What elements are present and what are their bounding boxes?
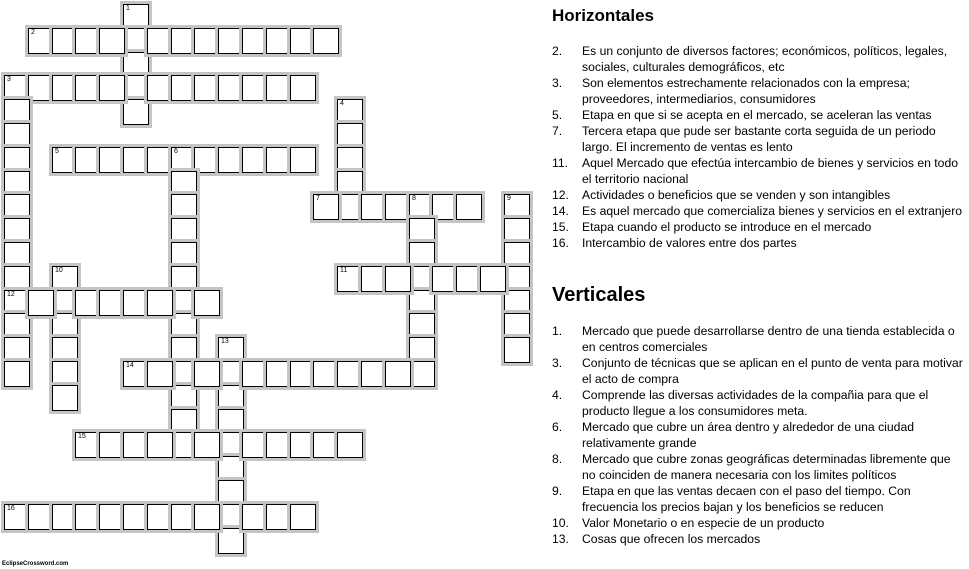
crossword-cell[interactable] bbox=[4, 75, 30, 101]
crossword-cell[interactable] bbox=[99, 504, 125, 530]
crossword-cell[interactable] bbox=[385, 266, 411, 292]
crossword-cell[interactable] bbox=[123, 99, 149, 125]
crossword-cell[interactable] bbox=[313, 28, 339, 54]
clue-number: 1. bbox=[552, 324, 563, 338]
crossword-cell[interactable] bbox=[266, 28, 292, 54]
crossword-cell[interactable] bbox=[171, 385, 197, 411]
clue-number: 12 bbox=[7, 291, 15, 298]
clue-number: 15. bbox=[552, 220, 569, 234]
crossword-cell[interactable] bbox=[123, 147, 149, 173]
crossword-cell[interactable] bbox=[361, 361, 387, 387]
clue-number: 14. bbox=[552, 204, 569, 218]
crossword-cell[interactable] bbox=[4, 361, 30, 387]
crossword-cell[interactable] bbox=[147, 361, 173, 387]
crossword-cell[interactable] bbox=[337, 194, 363, 220]
crossword-cell[interactable] bbox=[313, 432, 339, 458]
crossword-cell[interactable] bbox=[171, 313, 197, 339]
crossword-cell[interactable] bbox=[218, 480, 244, 506]
crossword-cell[interactable] bbox=[28, 290, 54, 316]
crossword-cell[interactable] bbox=[52, 313, 78, 339]
clue-number: 2. bbox=[552, 44, 563, 58]
crossword-cell[interactable] bbox=[28, 504, 54, 530]
down-title: Verticales bbox=[552, 284, 646, 306]
crossword-cell[interactable] bbox=[171, 194, 197, 220]
crossword-cell[interactable] bbox=[4, 242, 30, 268]
crossword-cell[interactable] bbox=[266, 504, 292, 530]
across-clue bbox=[550, 235, 969, 251]
clue-number: 13. bbox=[552, 532, 569, 546]
crossword-cell[interactable] bbox=[504, 313, 530, 339]
clue-number: 8. bbox=[552, 452, 563, 466]
crossword-cell[interactable] bbox=[75, 75, 101, 101]
clue-number: 4 bbox=[340, 100, 344, 107]
across-clue bbox=[550, 219, 969, 235]
crossword-cell[interactable] bbox=[242, 432, 268, 458]
footer-credit: EclipseCrossword.com bbox=[2, 561, 69, 567]
clue-number: 6 bbox=[174, 148, 178, 155]
crossword-cell[interactable] bbox=[194, 504, 220, 530]
crossword-cell[interactable] bbox=[147, 147, 173, 173]
clue-number: 11 bbox=[340, 267, 348, 274]
crossword-cell[interactable] bbox=[266, 361, 292, 387]
crossword-cell[interactable] bbox=[99, 147, 125, 173]
crossword-cell[interactable] bbox=[52, 385, 78, 411]
clue-number: 3. bbox=[552, 356, 563, 370]
clue-text: Conjunto de técnicas que se aplican en el punto de venta para motivar el acto de compra bbox=[582, 356, 963, 386]
crossword-cell[interactable] bbox=[218, 528, 244, 554]
crossword-cell[interactable] bbox=[266, 432, 292, 458]
crossword-cell[interactable] bbox=[4, 313, 30, 339]
crossword-cell[interactable] bbox=[242, 28, 268, 54]
across-clue bbox=[550, 187, 969, 203]
crossword-cell[interactable] bbox=[361, 194, 387, 220]
clue-number: 10 bbox=[55, 267, 63, 274]
down-clue bbox=[550, 323, 969, 355]
down-clue bbox=[550, 531, 969, 547]
crossword-cell[interactable] bbox=[290, 504, 316, 530]
clue-text: Etapa en que las ventas decaen con el paso del tiempo. Con frecuencia los precios bajan y los beneficios se reducen bbox=[582, 484, 911, 514]
crossword-cell[interactable] bbox=[385, 361, 411, 387]
clue-text: Aquel Mercado que efectúa intercambio de bienes y servicios en todo el territorio nacional bbox=[582, 156, 959, 186]
clue-number: 8 bbox=[412, 195, 416, 202]
crossword-cell[interactable] bbox=[123, 504, 149, 530]
crossword-cell[interactable] bbox=[218, 361, 244, 387]
crossword-cell[interactable] bbox=[409, 218, 435, 244]
clue-number: 3 bbox=[7, 76, 11, 83]
crossword-cell[interactable] bbox=[147, 290, 173, 316]
crossword-cell[interactable] bbox=[290, 147, 316, 173]
clue-number: 9 bbox=[507, 195, 511, 202]
crossword-cell[interactable] bbox=[28, 75, 54, 101]
down-clue-list bbox=[550, 323, 969, 547]
crossword-cell[interactable] bbox=[242, 75, 268, 101]
crossword-cell[interactable] bbox=[218, 432, 244, 458]
crossword-cell[interactable] bbox=[4, 218, 30, 244]
crossword-cell[interactable] bbox=[242, 147, 268, 173]
crossword-cell[interactable] bbox=[409, 337, 435, 363]
crossword-cell[interactable] bbox=[123, 28, 149, 54]
down-clue bbox=[550, 451, 969, 483]
clue-number: 12. bbox=[552, 188, 569, 202]
crossword-cell[interactable] bbox=[28, 28, 54, 54]
crossword-cell[interactable] bbox=[409, 242, 435, 268]
clue-number: 3. bbox=[552, 76, 563, 90]
crossword-cell[interactable] bbox=[218, 504, 244, 530]
crossword-cell[interactable] bbox=[171, 266, 197, 292]
crossword-cell[interactable] bbox=[456, 194, 482, 220]
clue-text: Es un conjunto de diversos factores; económicos, políticos, legales, sociales, culturales demográficos, etc bbox=[582, 44, 948, 74]
crossword-cell[interactable] bbox=[337, 432, 363, 458]
crossword-cell[interactable] bbox=[194, 147, 220, 173]
crossword-cell[interactable] bbox=[194, 28, 220, 54]
crossword-cell[interactable] bbox=[4, 504, 30, 530]
crossword-cell[interactable] bbox=[123, 432, 149, 458]
down-clue bbox=[550, 355, 969, 387]
crossword-cell[interactable] bbox=[242, 361, 268, 387]
across-clue bbox=[550, 43, 969, 75]
crossword-cell[interactable] bbox=[75, 28, 101, 54]
clue-text: Son elementos estrechamente relacionados con la empresa; proveedores, intermediarios, consumidores bbox=[582, 76, 910, 106]
crossword-cell[interactable] bbox=[194, 432, 220, 458]
across-clue-list bbox=[550, 43, 969, 251]
clue-text: Intercambio de valores entre dos partes bbox=[582, 236, 797, 250]
clue-number: 10. bbox=[552, 516, 569, 530]
down-clue bbox=[550, 515, 969, 531]
clue-number: 16 bbox=[7, 505, 15, 512]
crossword-cell[interactable] bbox=[99, 75, 125, 101]
clue-number: 7. bbox=[552, 124, 563, 138]
clue-text: Comprende las diversas actividades de la compañia para que el producto llegue a los consumidores meta. bbox=[582, 388, 929, 418]
clue-number: 5. bbox=[552, 108, 563, 122]
crossword-cell[interactable] bbox=[218, 28, 244, 54]
clue-number: 1 bbox=[126, 5, 130, 12]
crossword-cell[interactable] bbox=[99, 432, 125, 458]
crossword-cell[interactable] bbox=[218, 337, 244, 363]
crossword-cell[interactable] bbox=[266, 147, 292, 173]
crossword-cell[interactable] bbox=[75, 290, 101, 316]
crossword-cell[interactable] bbox=[123, 75, 149, 101]
crossword-cell[interactable] bbox=[52, 266, 78, 292]
crossword-cell[interactable] bbox=[409, 361, 435, 387]
clue-text: Cosas que ofrecen los mercados bbox=[582, 532, 761, 546]
crossword-cell[interactable] bbox=[504, 337, 530, 363]
crossword-cell[interactable] bbox=[99, 290, 125, 316]
crossword-cell[interactable] bbox=[242, 504, 268, 530]
crossword-cell[interactable] bbox=[218, 147, 244, 173]
crossword-cell[interactable] bbox=[337, 266, 363, 292]
clue-text: Mercado que cubre zonas geográficas determinadas libremente que no coinciden de manera necesaria con los limites políticos bbox=[582, 452, 951, 482]
across-clue bbox=[550, 123, 969, 155]
crossword-cell[interactable] bbox=[194, 75, 220, 101]
across-clue bbox=[550, 107, 969, 123]
clue-number: 16. bbox=[552, 236, 569, 250]
crossword-cell[interactable] bbox=[432, 194, 458, 220]
crossword-cell[interactable] bbox=[171, 242, 197, 268]
across-clue bbox=[550, 155, 969, 187]
crossword-cell[interactable] bbox=[4, 99, 30, 125]
crossword-cell[interactable] bbox=[171, 218, 197, 244]
down-clue bbox=[550, 419, 969, 451]
crossword-cell[interactable] bbox=[194, 290, 220, 316]
crossword-cell[interactable] bbox=[504, 194, 530, 220]
crossword-cell[interactable] bbox=[52, 361, 78, 387]
crossword-cell[interactable] bbox=[218, 75, 244, 101]
crossword-cell[interactable] bbox=[456, 266, 482, 292]
crossword-cell[interactable] bbox=[4, 266, 30, 292]
clue-text: Mercado que cubre un área dentro y alrededor de una ciudad relativamente grande bbox=[582, 420, 914, 450]
across-clue bbox=[550, 203, 969, 219]
crossword-cell[interactable] bbox=[337, 147, 363, 173]
crossword-cell[interactable] bbox=[4, 123, 30, 149]
clue-text: Valor Monetario o en especie de un producto bbox=[582, 516, 825, 530]
across-clue bbox=[550, 75, 969, 107]
down-clue bbox=[550, 387, 969, 419]
clue-number: 6. bbox=[552, 420, 563, 434]
crossword-cell[interactable] bbox=[52, 337, 78, 363]
clue-text: Es aquel mercado que comercializa bienes y servicios en el extranjero bbox=[582, 204, 963, 218]
crossword-cell[interactable] bbox=[361, 266, 387, 292]
crossword-cell[interactable] bbox=[147, 75, 173, 101]
crossword-cell[interactable] bbox=[171, 337, 197, 363]
crossword-cell[interactable] bbox=[99, 28, 125, 54]
crossword-cell[interactable] bbox=[147, 432, 173, 458]
crossword-cell[interactable] bbox=[432, 266, 458, 292]
crossword-cell[interactable] bbox=[194, 361, 220, 387]
clue-text: Etapa en que si se acepta en el mercado, se aceleran las ventas bbox=[582, 108, 932, 122]
clue-number: 11. bbox=[552, 156, 569, 170]
clue-text: Mercado que puede desarrollarse dentro de una tienda establecida o en centros comerciales bbox=[582, 324, 955, 354]
crossword-cell[interactable] bbox=[266, 75, 292, 101]
clues-panel bbox=[550, 0, 969, 569]
crossword-cell[interactable] bbox=[337, 361, 363, 387]
clue-number: 5 bbox=[55, 148, 59, 155]
clue-number: 9. bbox=[552, 484, 563, 498]
crossword-cell[interactable] bbox=[123, 361, 149, 387]
crossword-cell[interactable] bbox=[75, 147, 101, 173]
clue-text: Tercera etapa que pude ser bastante corta seguida de un periodo largo. El incremento de ventas es lento bbox=[582, 124, 936, 154]
crossword-cell[interactable] bbox=[337, 123, 363, 149]
crossword-cell[interactable] bbox=[313, 361, 339, 387]
clue-number: 14 bbox=[126, 362, 134, 369]
crossword-cell[interactable] bbox=[409, 313, 435, 339]
crossword-cell[interactable] bbox=[313, 194, 339, 220]
clue-number: 7 bbox=[316, 195, 320, 202]
crossword-cell[interactable] bbox=[504, 266, 530, 292]
crossword-cell[interactable] bbox=[147, 504, 173, 530]
clue-number: 13 bbox=[221, 338, 229, 345]
crossword-cell[interactable] bbox=[4, 194, 30, 220]
crossword-cell[interactable] bbox=[504, 242, 530, 268]
crossword-cell[interactable] bbox=[123, 290, 149, 316]
clue-number: 15 bbox=[78, 433, 86, 440]
crossword-cell[interactable] bbox=[147, 28, 173, 54]
across-title: Horizontales bbox=[552, 6, 655, 25]
crossword-cell[interactable] bbox=[4, 337, 30, 363]
crossword-cell[interactable] bbox=[75, 504, 101, 530]
crossword-cell[interactable] bbox=[218, 385, 244, 411]
crossword-cell[interactable] bbox=[75, 432, 101, 458]
crossword-cell[interactable] bbox=[123, 4, 149, 30]
crossword-cell[interactable] bbox=[504, 218, 530, 244]
crossword-cell[interactable] bbox=[385, 194, 411, 220]
clue-text: Actividades o beneficios que se venden y son intangibles bbox=[582, 188, 891, 202]
crossword-cell[interactable] bbox=[480, 266, 506, 292]
clue-text: Etapa cuando el producto se introduce en el mercado bbox=[582, 220, 872, 234]
crossword-cell[interactable] bbox=[4, 147, 30, 173]
crossword-cell[interactable] bbox=[218, 456, 244, 482]
crossword-cell[interactable] bbox=[290, 75, 316, 101]
down-clue bbox=[550, 483, 969, 515]
crossword-cell[interactable] bbox=[337, 99, 363, 125]
clue-number: 4. bbox=[552, 388, 563, 402]
clue-number: 2 bbox=[31, 29, 35, 36]
